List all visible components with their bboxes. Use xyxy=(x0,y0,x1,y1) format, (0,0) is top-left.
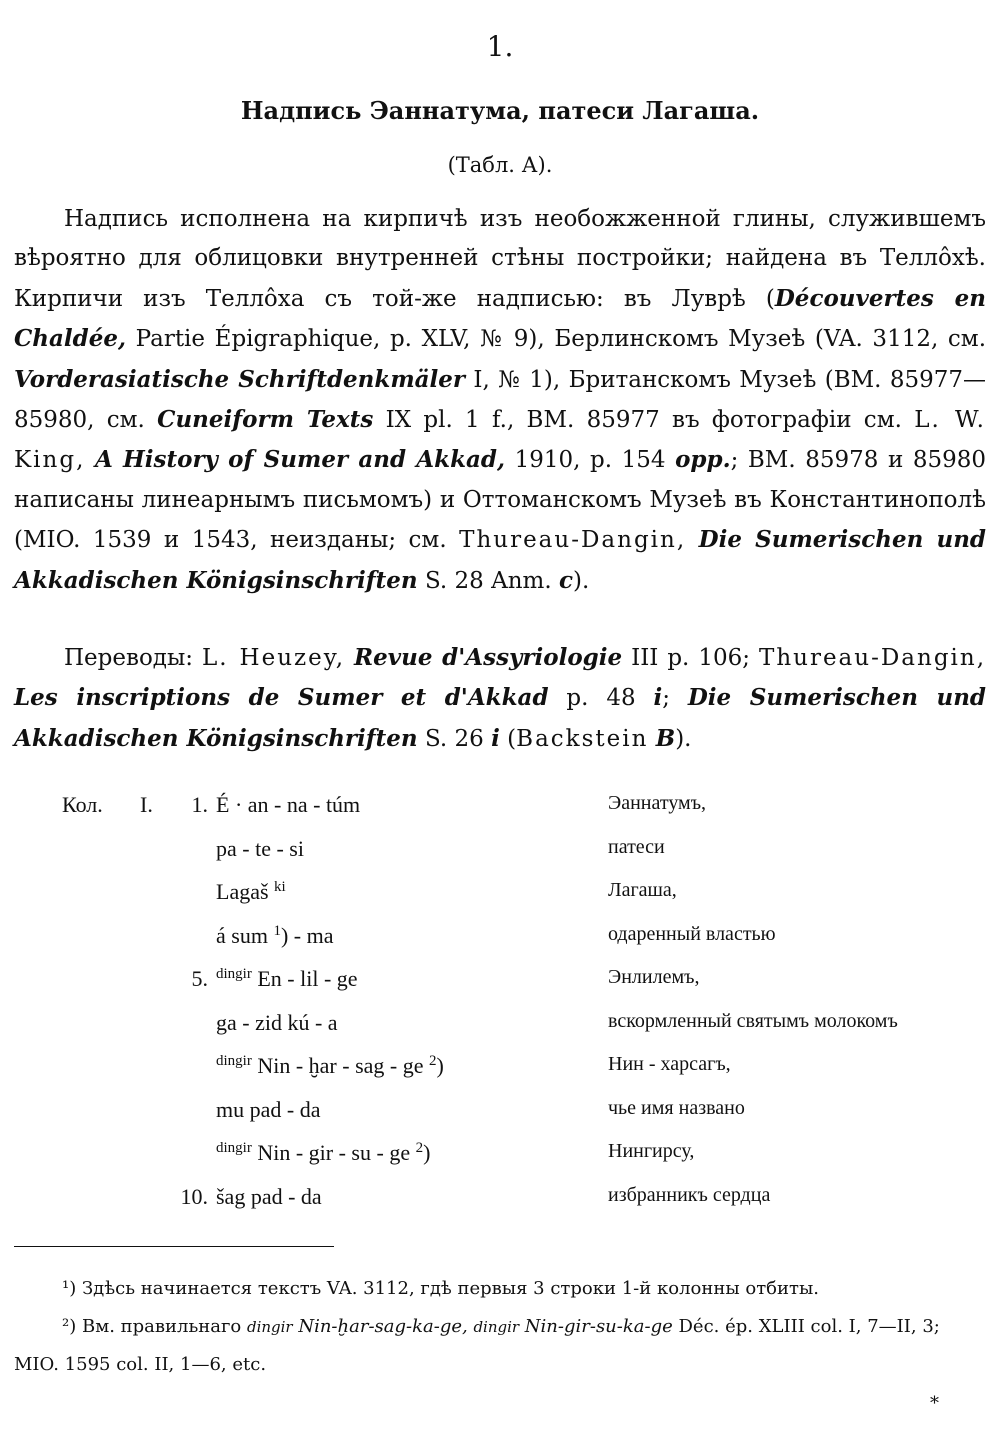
transliteration: $^{dingir}$ Nin - gir - su - ge $^2$) xyxy=(216,1140,431,1165)
inscription-line xyxy=(0,923,1000,953)
footnote-2: ²) Вм. правильнаго dingir Nin-ḫar-sag-ka-ge, dingir Nin-gir-su-ka-ge Déc. ép. XLIII col. I, 7—II, 3; MIO. 1595 col. II, 1—6, etc. xyxy=(14,1316,940,1375)
transliteration: É · an - na - túm xyxy=(216,792,361,817)
transliteration: šag pad - da xyxy=(216,1183,322,1209)
transliteration: $^{dingir}$ Nin - ḫar - sag - ge $^2$) xyxy=(216,1053,444,1078)
page-title: Надпись Эаннатума, патеси Лагаша. xyxy=(240,96,760,125)
inscription-line xyxy=(0,1053,1000,1083)
transliteration: mu pad - da xyxy=(216,1096,321,1122)
translation: Эаннатумъ, xyxy=(608,792,707,814)
inscription-line xyxy=(0,792,1000,822)
transliteration: pa - te - si xyxy=(216,835,304,861)
column-number: I. xyxy=(140,792,153,817)
translation: Энлилемъ, xyxy=(608,966,700,988)
line-number: 1. xyxy=(191,792,208,817)
inscription-line xyxy=(0,836,1000,866)
line-number: 10. xyxy=(180,1183,208,1209)
transliteration: á sum $^1$) - ma xyxy=(216,922,334,948)
signature-mark: * xyxy=(930,1393,939,1414)
inscription-line xyxy=(0,1010,1000,1040)
inscription-line xyxy=(0,1140,1000,1170)
footnote-divider xyxy=(14,1246,334,1247)
transliteration: $^{dingir}$ En - lil - ge xyxy=(216,966,358,991)
translation: избранникъ сердца xyxy=(608,1183,771,1206)
inscription-line xyxy=(0,966,1000,996)
footnotes xyxy=(14,1270,986,1384)
translation: чье имя названо xyxy=(608,1096,745,1119)
inscription-line xyxy=(0,879,1000,909)
column-label: Кол. xyxy=(62,792,103,817)
footnote-1: ¹) Здѣсь начинается текстъ VA. 3112, гдѣ первыя 3 строки 1-й колонны отбиты. xyxy=(62,1278,820,1299)
translation: патеси xyxy=(608,835,665,858)
translation: одаренный властью xyxy=(608,922,776,945)
translation: Нин - харсагъ, xyxy=(608,1053,731,1075)
translation: Нингирсу, xyxy=(608,1140,695,1162)
line-number: 5. xyxy=(191,966,208,991)
translation: Лагаша, xyxy=(608,879,677,901)
plate-reference: (Табл. А). xyxy=(447,153,553,177)
transliteration: ga - zid kú - a xyxy=(216,1009,338,1035)
description-paragraph: Надпись исполнена на кирпичѣ изъ необожженной глины, служившемъ вѣроятно для облицовки внутренней стѣны постройки; найдена въ Теллôхѣ. Кирпичи изъ Теллôха съ той-же надписью: въ Луврѣ (Découvertes en Chaldée, Partie Épigraphique, p. XLV, № 9), Берлинскомъ Музеѣ (VA. 3112, см. Vorderasiatische Schriftdenkmäler I, № 1), Британскомъ Музеѣ (BM. 85977—85980, см. Cuneiform Texts IX pl. 1 f., BM. 85977 въ фотографіи см. L. W. King, A History of Sumer and Akkad, 1910, p. 154 opp.; BM. 85978 и 85980 написаны линеарнымъ письмомъ) и Оттоманскомъ Музеѣ въ Константинополѣ (MIO. 1539 и 1543, неизданы; см. Thureau-Dangin, Die Sumerischen und Akkadischen Königsinschriften S. 28 Anm. c). xyxy=(14,206,987,594)
transliteration: Lagaš $^{ki}$ xyxy=(216,879,286,904)
translations-paragraph: Переводы: L. Heuzey, Revue d'Assyriologie III p. 106; Thureau-Dangin, Les inscriptions de Sumer et d'Akkad p. 48 i; Die Sumerischen und Akkadischen Königsinschriften S. 26 i (Backstein B). xyxy=(14,644,987,752)
inscription-line xyxy=(0,1184,1000,1214)
translation: вскормленный святымъ молокомъ xyxy=(608,1009,898,1032)
page-number: 1. xyxy=(486,30,514,63)
inscription-line xyxy=(0,1097,1000,1127)
